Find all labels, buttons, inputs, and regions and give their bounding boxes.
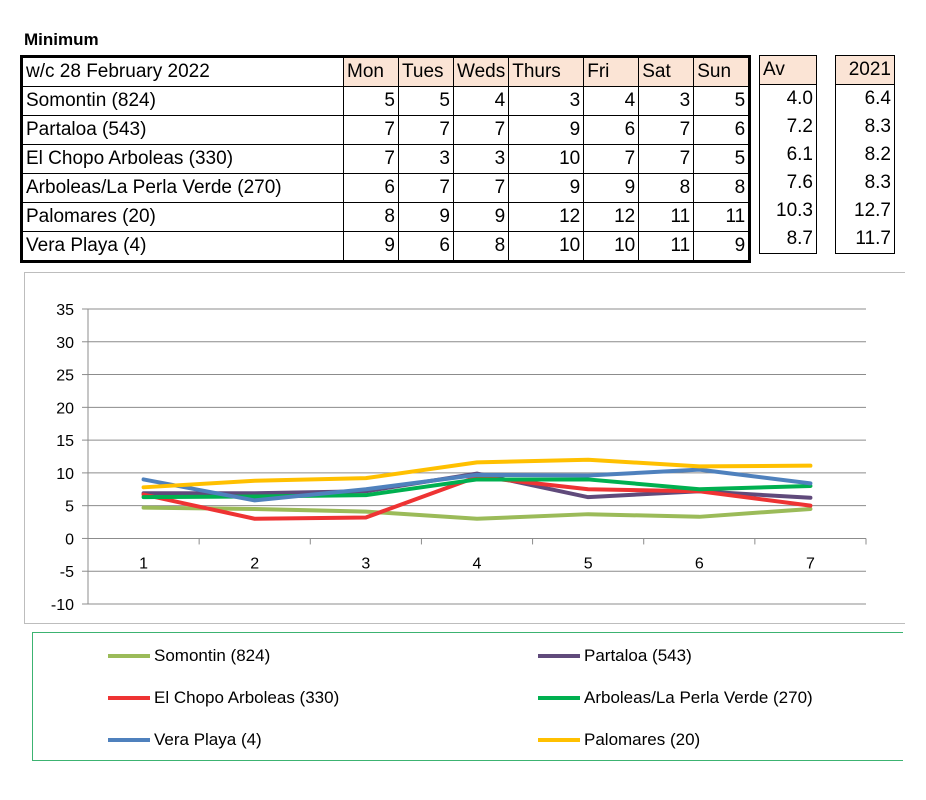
average-cell: 6.1 [760, 141, 817, 169]
table-header-week: w/c 28 February 2022 [22, 57, 344, 87]
legend-swatch [108, 738, 150, 742]
year-2021-cell: 12.7 [836, 197, 895, 225]
temperature-cell: 11 [694, 203, 750, 232]
y-tick-label: 10 [56, 465, 74, 483]
station-name: Arboleas/La Perla Verde (270) [22, 174, 344, 203]
temperature-cell: 12 [509, 203, 584, 232]
temperature-cell: 6 [399, 232, 454, 262]
average-header: Av [760, 56, 817, 85]
temperature-cell: 9 [584, 174, 639, 203]
y-tick-label: 15 [56, 433, 74, 451]
legend-label: El Chopo Arboleas (330) [154, 688, 340, 707]
temperature-cell: 8 [344, 203, 399, 232]
temperature-cell: 9 [694, 232, 750, 262]
x-tick-label: 6 [694, 555, 704, 573]
temperature-cell: 5 [694, 87, 750, 116]
temperature-cell: 7 [344, 145, 399, 174]
average-cell: 4.0 [760, 85, 817, 114]
x-tick-label: 1 [139, 555, 149, 573]
legend-label: Palomares (20) [584, 730, 701, 749]
legend-item [108, 688, 339, 708]
day-header: Fri [584, 57, 639, 87]
legend-swatch [538, 654, 580, 658]
temperature-cell: 3 [509, 87, 584, 116]
chart-legend [32, 632, 903, 761]
temperature-cell: 10 [509, 232, 584, 262]
temperature-cell: 6 [344, 174, 399, 203]
temperature-cell: 6 [584, 116, 639, 145]
station-name: Vera Playa (4) [22, 232, 344, 262]
temperature-cell: 8 [454, 232, 509, 262]
temperature-cell: 7 [454, 116, 509, 145]
y-tick-label: 30 [56, 334, 74, 352]
temperature-cell: 5 [399, 87, 454, 116]
x-tick-label: 7 [805, 555, 815, 573]
temperature-cell: 7 [639, 116, 694, 145]
day-header: Sun [694, 57, 750, 87]
legend-swatch [108, 654, 150, 658]
station-name: Palomares (20) [22, 203, 344, 232]
x-tick-label: 3 [361, 555, 371, 573]
temperature-cell: 9 [454, 203, 509, 232]
temperature-cell: 4 [584, 87, 639, 116]
temperature-cell: 7 [399, 174, 454, 203]
x-tick-label: 2 [250, 555, 260, 573]
year-2021-cell: 11.7 [836, 225, 895, 254]
y-tick-label: -5 [59, 564, 74, 582]
year-2021-header: 2021 [836, 56, 895, 85]
temperature-cell: 7 [454, 174, 509, 203]
y-tick-label: 5 [65, 498, 74, 516]
temperature-cell: 7 [584, 145, 639, 174]
temperature-cell: 7 [344, 116, 399, 145]
temperature-cell: 3 [399, 145, 454, 174]
y-tick-label: 20 [56, 400, 74, 418]
legend-label: Somontin (824) [154, 646, 271, 665]
temperature-cell: 10 [509, 145, 584, 174]
temperature-cell: 11 [639, 232, 694, 262]
temperature-cell: 12 [584, 203, 639, 232]
day-header: Tues [399, 57, 454, 87]
legend-label: Vera Playa (4) [154, 730, 262, 749]
temperature-cell: 8 [639, 174, 694, 203]
temperature-cell: 7 [639, 145, 694, 174]
legend-swatch [538, 738, 580, 742]
temperature-cell: 3 [639, 87, 694, 116]
temperature-cell: 11 [639, 203, 694, 232]
temperature-cell: 4 [454, 87, 509, 116]
page-title: Minimum [24, 30, 99, 49]
temperature-cell: 9 [509, 116, 584, 145]
year-2021-cell: 8.3 [836, 169, 895, 197]
station-name: Partaloa (543) [22, 116, 344, 145]
temperature-cell: 5 [344, 87, 399, 116]
average-cell: 7.2 [760, 113, 817, 141]
average-cell: 7.6 [760, 169, 817, 197]
temperature-cell: 9 [344, 232, 399, 262]
temperature-cell: 10 [584, 232, 639, 262]
x-tick-label: 4 [472, 555, 482, 573]
station-name: El Chopo Arboleas (330) [22, 145, 344, 174]
temperature-cell: 5 [694, 145, 750, 174]
temperature-cell: 6 [694, 116, 750, 145]
temperature-cell: 9 [399, 203, 454, 232]
day-header: Sat [639, 57, 694, 87]
average-cell: 10.3 [760, 197, 817, 225]
x-tick-label: 5 [583, 555, 593, 573]
temperature-cell: 9 [509, 174, 584, 203]
legend-item [538, 730, 700, 750]
temperature-cell: 8 [694, 174, 750, 203]
legend-item [538, 646, 692, 666]
y-tick-label: 0 [65, 531, 74, 549]
legend-label: Arboleas/La Perla Verde (270) [584, 688, 813, 707]
legend-item [108, 646, 270, 666]
legend-item [108, 730, 262, 750]
day-header: Mon [344, 57, 399, 87]
legend-swatch [538, 696, 580, 700]
day-header: Thurs [509, 57, 584, 87]
legend-item [538, 688, 813, 708]
station-name: Somontin (824) [22, 87, 344, 116]
legend-label: Partaloa (543) [584, 646, 692, 665]
y-tick-label: 35 [56, 302, 74, 319]
year-2021-cell: 8.3 [836, 113, 895, 141]
temperature-cell: 7 [399, 116, 454, 145]
y-tick-label: -10 [50, 597, 74, 614]
year-2021-cell: 6.4 [836, 85, 895, 114]
legend-swatch [108, 696, 150, 700]
temperature-cell: 3 [454, 145, 509, 174]
day-header: Weds [454, 57, 509, 87]
year-2021-cell: 8.2 [836, 141, 895, 169]
average-cell: 8.7 [760, 225, 817, 254]
y-tick-label: 25 [56, 367, 74, 385]
